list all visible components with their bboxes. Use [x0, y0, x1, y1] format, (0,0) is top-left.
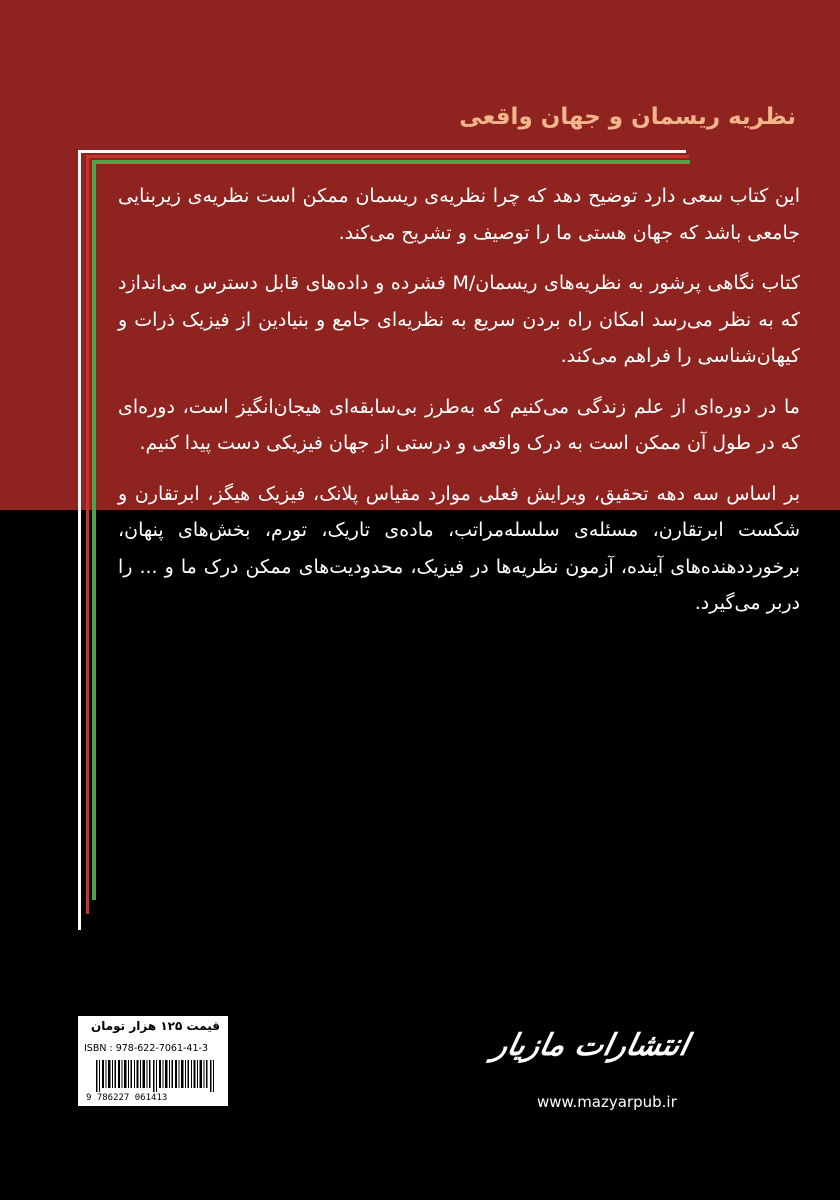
description-paragraph: ما در دوره‌ای از علم زندگی می‌کنیم که به‌طرز بی‌سابقه‌ای هیجان‌انگیز است، دوره‌ای که در طول آن ممکن است به درک واقعی و درستی از جهان فیزیکی دست پیدا کنیم. — [118, 395, 800, 454]
frame-line-green-vertical — [92, 160, 96, 900]
barcode-digits: 9 786227 061413 — [86, 1093, 168, 1103]
description-paragraph: بر اساس سه دهه تحقیق، ویرایش فعلی موارد مقیاس پلانک، فیزیک هیگز، ابرتقارن و شکست ابرتقارن، مسئله‌ی سلسله‌مراتب، ماده‌ی تاریک، تورم، بخش‌های پنهان، برخورددهنده‌های آینده، آزمون نظریه‌ها در فیزیک، محدودیت‌های ممکن درک ما و ... را دربر می‌گیرد. — [118, 482, 800, 614]
price-isbn-box — [78, 1016, 228, 1106]
frame-line-red-vertical — [86, 155, 89, 914]
barcode-icon — [96, 1060, 216, 1092]
description-paragraph: این کتاب سعی دارد توضیح دهد که چرا نظریه‌ی ریسمان ممکن است نظریه‌ی زیربنایی جامعی باشد که جهان هستی ما را توصیف و تشریح می‌کند. — [118, 185, 800, 244]
frame-line-white-vertical — [78, 150, 81, 930]
frame-line-red-horizontal — [86, 155, 689, 158]
publisher-logo: انتشارات مازیار — [489, 1028, 692, 1063]
frame-line-green-horizontal — [92, 160, 690, 164]
book-title: نظریه ریسمان و جهان واقعی — [459, 104, 796, 130]
description-paragraph: کتاب نگاهی پرشور به نظریه‌های ریسمان/M فشرده و داده‌های قابل دسترس می‌اندازد که به نظر می‌رسد امکان راه بردن سریع به نظریه‌ای جامع و بنیادین از فیزیک ذرات و کیهان‌شناسی را فراهم می‌کند. — [118, 272, 800, 367]
publisher-website: www.mazyarpub.ir — [537, 1093, 677, 1111]
price-label: قیمت ۱۲۵ هزار تومان — [90, 1019, 220, 1033]
book-description — [118, 178, 800, 636]
isbn-label: ISBN : 978-622-7061-41-3 — [84, 1043, 208, 1054]
frame-line-white-horizontal — [78, 150, 686, 153]
